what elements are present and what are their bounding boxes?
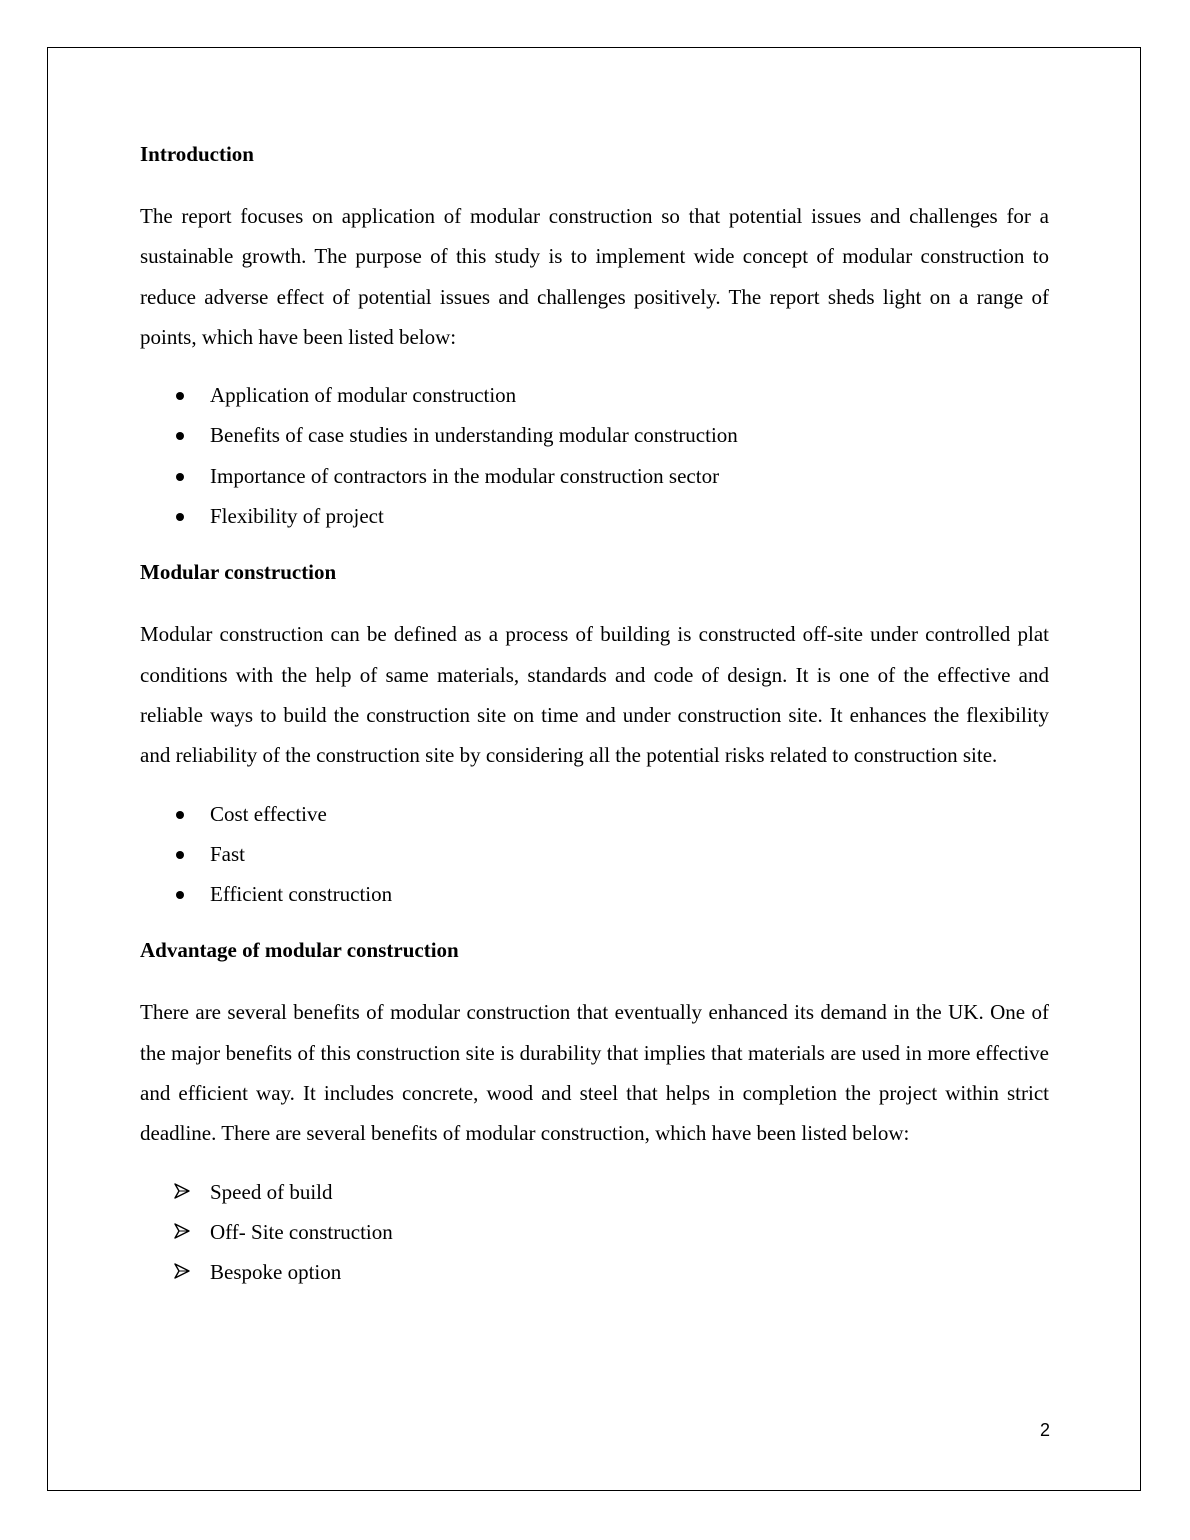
heading-introduction: Introduction <box>140 142 254 166</box>
paragraph-modular-construction: Modular construction can be defined as a process of building is constructed off-site under controlled plat conditions with the help of same materials, standards and code of design. It is one of the effective and reliable ways to build the construction site on time and under construction site. It enhances the flexibility and reliability of the construction site by considering all the potential risks related to construction site. <box>140 622 1049 768</box>
list-item: Application of modular construction <box>210 383 517 408</box>
list-item: Importance of contractors in the modular construction sector <box>210 463 720 488</box>
list-item: Flexibility of project <box>210 504 384 529</box>
page-number: 2 <box>1039 1420 1050 1440</box>
bullet-list-introduction <box>140 375 1049 536</box>
heading-advantage: Advantage of modular construction <box>140 938 459 963</box>
list-item: Speed of build <box>140 1172 1049 1212</box>
list-item: Fast <box>210 841 246 866</box>
list-item: Cost effective <box>210 801 327 826</box>
bullet-list-advantage <box>140 1172 1049 1293</box>
bullet-list-modular-construction <box>140 794 1049 915</box>
list-item: Off- Site construction <box>140 1212 1049 1252</box>
heading-modular-construction: Modular construction <box>140 560 337 585</box>
list-item: Efficient construction <box>210 882 393 907</box>
list-item: Bespoke option <box>140 1252 1049 1292</box>
paragraph-introduction: The report focuses on application of modular construction so that potential issues and challenges for a sustainable growth. The purpose of this study is to implement wide concept of modular construction to reduce adverse effect of potential issues and challenges positively. The report sheds light on a range of points, which have been listed below: <box>140 204 1049 349</box>
document-body <box>140 137 1049 1293</box>
list-item: Benefits of case studies in understanding modular construction <box>210 423 738 448</box>
paragraph-advantage: There are several benefits of modular construction that eventually enhanced its demand in the UK. One of the major benefits of this construction site is durability that implies that materials are used in more effective and efficient way. It includes concrete, wood and steel that helps in completion the project within strict deadline. There are several benefits of modular construction, which have been listed below: <box>140 1000 1049 1146</box>
